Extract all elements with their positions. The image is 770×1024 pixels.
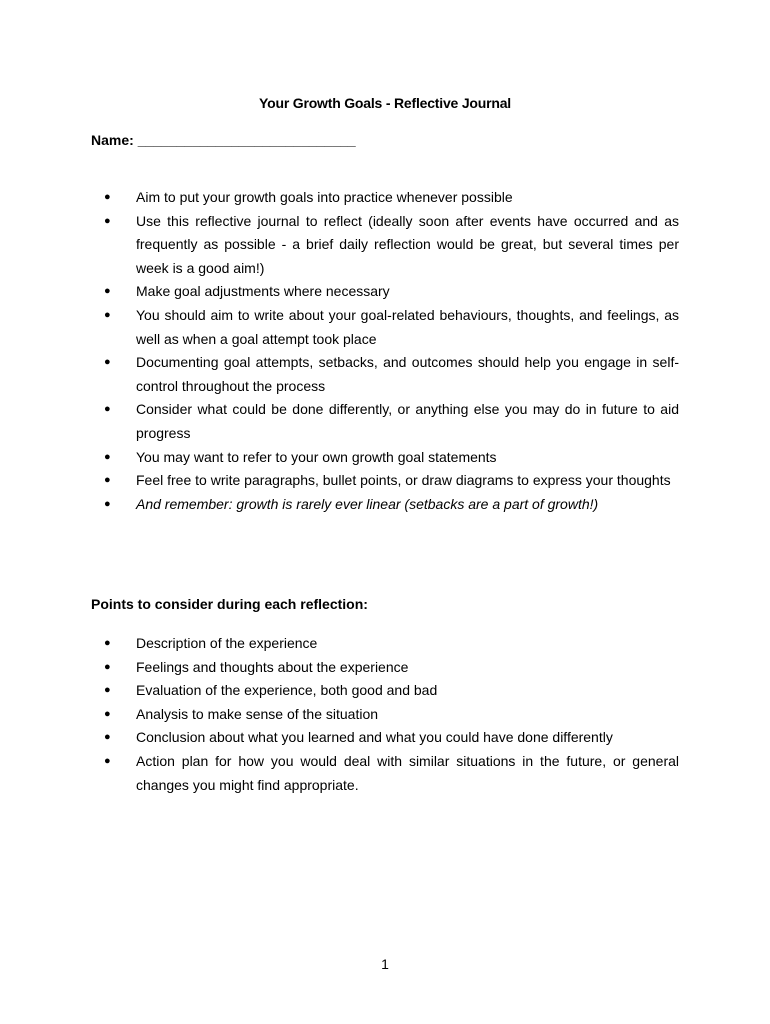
list-item-text: Feelings and thoughts about the experience [136, 658, 409, 675]
list-item [0, 210, 770, 281]
bullet-icon: ● [104, 214, 111, 227]
list-item-text: Conclusion about what you learned and what you could have done differently [136, 729, 613, 746]
list-item-text: And remember: growth is rarely ever linear (setbacks are a part of growth!) [136, 495, 599, 512]
list-item [0, 750, 770, 797]
bullet-icon: ● [104, 754, 111, 767]
list-item [0, 493, 770, 517]
list-item-text: Aim to put your growth goals into practice whenever possible [136, 189, 513, 205]
bullet-icon: ● [104, 474, 111, 487]
list-item-text: Make goal adjustments where necessary [136, 283, 390, 300]
list-item [0, 186, 770, 210]
guidance-list [0, 186, 770, 516]
list-item-text: Description of the experience [136, 635, 318, 651]
list-item [0, 679, 770, 703]
bullet-icon: ● [104, 707, 111, 720]
list-item-text: Action plan for how you would deal with similar situations in the future, or general changes you might find appropriate. [136, 752, 679, 793]
bullet-icon: ● [104, 731, 111, 744]
name-blank: ____________________________ [137, 132, 356, 148]
bullet-icon: ● [104, 191, 111, 203]
list-item [0, 351, 770, 398]
list-item [0, 446, 770, 470]
list-item-text: Consider what could be done differently, or anything else you may do in future to aid progress [136, 401, 679, 441]
page-title: Your Growth Goals - Reflective Journal [259, 95, 511, 111]
list-item [0, 304, 770, 351]
bullet-icon: ● [104, 497, 111, 510]
list-item-text: You may want to refer to your own growth goal statements [136, 448, 497, 465]
list-item [0, 703, 770, 727]
bullet-icon: ● [104, 660, 111, 673]
page-number: 1 [381, 956, 389, 972]
list-item [0, 632, 770, 656]
reflection-points-list [0, 632, 770, 797]
list-item-text: Use this reflective journal to reflect (ideally soon after events have occurred and as frequently as possible - a brief daily reflection would be great, but several times per week is a good aim!) [136, 212, 679, 276]
list-item [0, 398, 770, 445]
list-item [0, 280, 770, 304]
list-item [0, 726, 770, 750]
list-item [0, 469, 770, 493]
bullet-icon: ● [104, 684, 111, 697]
list-item-text: Evaluation of the experience, both good and bad [136, 682, 438, 699]
list-item-text: Analysis to make sense of the situation [136, 705, 379, 722]
bullet-icon: ● [104, 450, 111, 463]
bullet-icon: ● [104, 356, 111, 369]
list-item-text: Feel free to write paragraphs, bullet points, or draw diagrams to express your thoughts [136, 472, 671, 489]
bullet-icon: ● [104, 285, 111, 298]
bullet-icon: ● [104, 308, 111, 321]
bullet-icon: ● [104, 637, 111, 649]
name-field-line [91, 132, 356, 148]
section-heading: Points to consider during each reflection: [91, 596, 368, 612]
name-label: Name: [91, 132, 138, 148]
bullet-icon: ● [104, 403, 111, 416]
list-item [0, 656, 770, 680]
list-item-text: You should aim to write about your goal-related behaviours, thoughts, and feelings, as well as when a goal attempt took place [136, 306, 679, 347]
list-item-text: Documenting goal attempts, setbacks, and outcomes should help you engage in self-control throughout the process [136, 354, 679, 394]
